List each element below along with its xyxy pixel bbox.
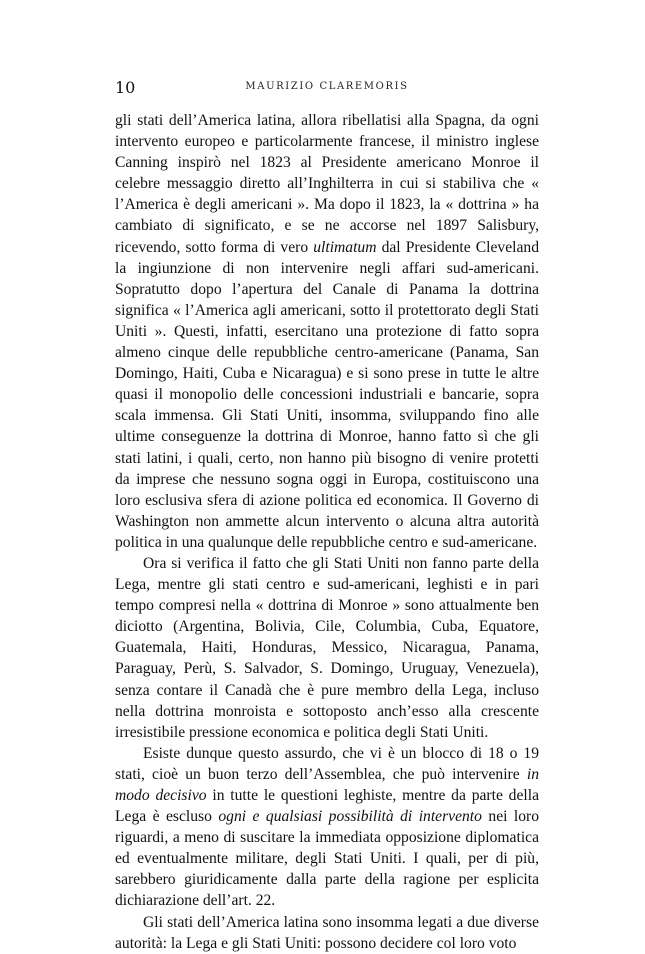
paragraph-1-text-a: gli stati dell’America latina, allora ribellatisi alla Spagna, da ogni intervento europeo e particolarmente francese, il ministro inglese Canning inspirò nel 1823 al Presidente americano Monroe il celebre messaggio diretto all’Inghilterra in cui si stabiliva che « l’America è degli americani ». Ma dopo il 1823, la « dottrina » ha cambiato di significato, e se ne accorse nel 1897 Salisbury, ricevendo, sotto forma di vero <box>115 112 539 256</box>
paragraph-1-italic: ultimatum <box>313 238 377 256</box>
paragraph-1 <box>115 110 539 553</box>
page-number: 10 <box>115 78 136 97</box>
paragraph-4: Gli stati dell’America latina sono insomma legati a due diverse autorità: la Lega e gli Stati Uniti: possono decidere col loro voto <box>115 913 539 952</box>
page-header <box>115 78 539 100</box>
paragraph-3-text-e: nei loro riguardi, a meno di suscitare la immediata opposizione diplomatica ed eventualmente militare, degli Stati Uniti. I quali, per di più, sarebbero giuridicamente dalla parte della ragione per esplicita dichiarazione dell’art. 22. <box>115 808 540 910</box>
paragraph-3-italic-2: ogni e qualsiasi possibilità di intervento <box>218 808 482 826</box>
paragraph-1-text-c: dal Presidente Cleveland la ingiunzione di non intervenire negli affari sud-americani. Sopratutto dopo l’apertura del Canale di Panama la dottrina significa « l’America agli americani, sotto il protettorato degli Stati Uniti ». Questi, infatti, esercitano una protezione di fatto sopra almeno cinque delle repubbliche centro-americane (Panama, San Domingo, Haiti, Cuba e Nicaragua) e si sono prese in tutte le altre quasi il monopolio delle concessioni industriali e bancarie, sopra scala immensa. Gli Stati Uniti, insomma, sviluppando fino alle ultime conseguenze la dottrina di Monroe, hanno fatto sì che gli stati latini, i quali, certo, non hanno più bisogno di venire protetti da imprese che nessuno sogna oggi in Europa, costituiscono una loro esclusiva sfera di azione politica ed economica. Il Governo di Washington non ammette alcun intervento o alcuna altra autorità politica in una qualunque delle repubbliche centro e sud-americane. <box>115 238 539 551</box>
paragraph-3-text-a: Esiste dunque questo assurdo, che vi è un blocco di 18 o 19 stati, cioè un buon terzo dell’Assemblea, che può intervenire <box>115 744 539 783</box>
paragraph-3-text-c: in tutte le questioni leghiste, mentre da parte della Lega è escluso <box>115 787 539 826</box>
paragraph-2: Ora si verifica il fatto che gli Stati Uniti non fanno parte della Lega, mentre gli stati centro e sud-americani, leghisti e in pari tempo compresi nella « dottrina di Monroe » sono attualmente ben diciotto (Argentina, Bolivia, Cile, Columbia, Cuba, Equatore, Guatemala, Haiti, Honduras, Messico, Nicaragua, Panama, Paraguay, Perù, S. Salvador, S. Domingo, Uruguay, Venezuela), senza contare il Canadà che è pure membro della Lega, incluso nella dottrina monroista e sottoposto anch’esso alla crescente irresistibile pressione economica e politica degli Stati Uniti. <box>115 554 539 741</box>
body-text <box>115 110 539 954</box>
running-title: MAURIZIO CLAREMORIS <box>245 81 409 92</box>
paragraph-3 <box>115 743 539 912</box>
paragraph-3-italic-1: in modo decisivo <box>115 765 539 804</box>
